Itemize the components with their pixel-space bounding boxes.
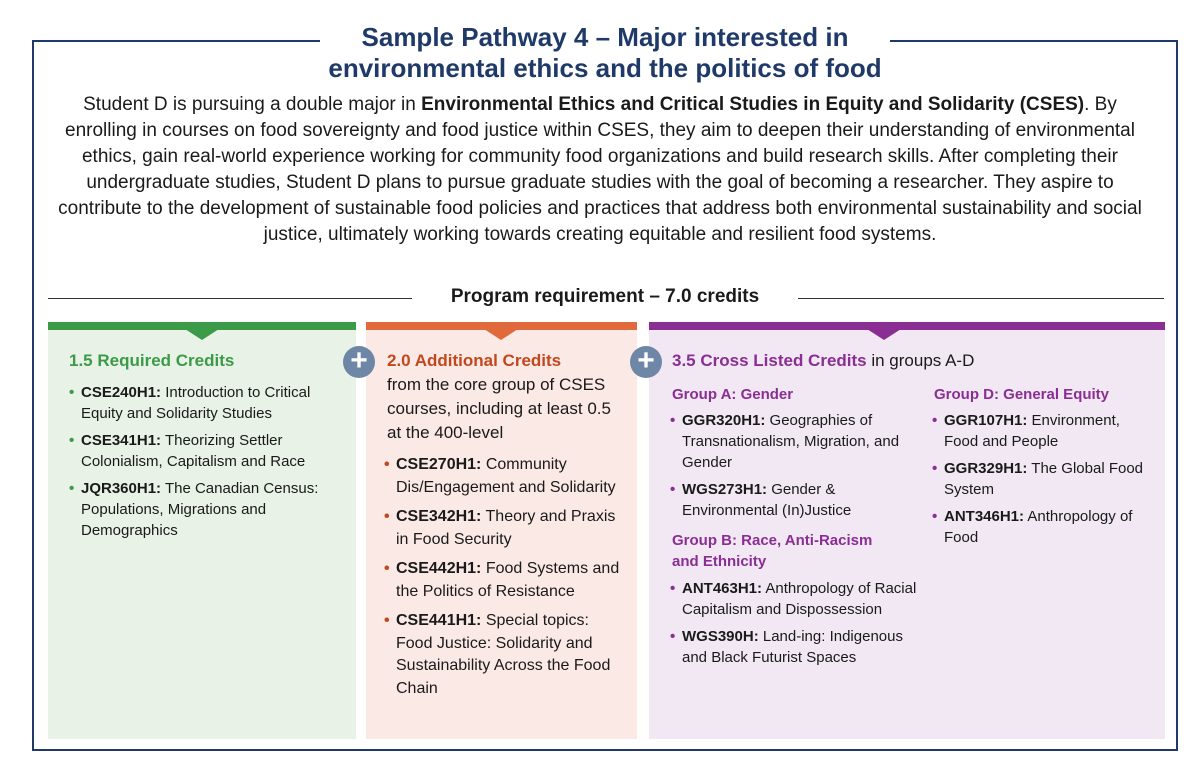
course-name: The Global Food System (944, 460, 1144, 498)
required-panel-notch (185, 329, 219, 340)
additional-course-list (384, 454, 626, 707)
page-title (320, 22, 890, 84)
course-name: Food Systems and the Politics of Resistance (396, 560, 620, 600)
group-d-course-list (932, 410, 1147, 554)
bullet-icon: • (384, 612, 390, 629)
course-name: Anthropology of Food (944, 508, 1133, 546)
bullet-icon: • (384, 508, 390, 525)
bullet-icon: • (670, 628, 676, 645)
bullet-icon: • (384, 560, 390, 577)
bullet-icon: • (932, 412, 938, 429)
course-name: Geographies of Transnationalism, Migration, and Gender (682, 412, 900, 471)
list-item (932, 506, 1147, 548)
plus-icon: + (343, 346, 375, 378)
cross-listed-heading-suffix: in groups A-D (866, 351, 975, 370)
intro-program-name: Environmental Ethics and Critical Studies in Equity and Solidarity (CSES) (421, 94, 1085, 115)
program-requirement-heading: Program requirement – 7.0 credits (412, 284, 798, 310)
bullet-icon: • (670, 481, 676, 498)
course-name: The Canadian Census: Populations, Migrations and Demographics (81, 480, 319, 539)
course-name: Gender & Environmental (In)Justice (682, 481, 852, 519)
course-name: Theory and Praxis in Food Security (396, 508, 616, 548)
course-name: Theorizing Settler Colonialism, Capitalism and Race (81, 432, 306, 470)
cross-listed-heading-label: 3.5 Cross Listed Credits (672, 351, 867, 370)
intro-before: Student D is pursuing a double major in (83, 94, 422, 115)
required-course-list (69, 382, 339, 547)
title-line-1: Sample Pathway 4 – Major interested in (361, 22, 849, 52)
bullet-icon: • (670, 580, 676, 597)
additional-credits-panel (366, 322, 637, 739)
required-credits-panel (48, 322, 356, 739)
group-b-course-list (670, 578, 922, 674)
course-name: Anthropology of Racial Capitalism and Dispossession (682, 580, 917, 618)
course-code: GGR329H1: (944, 460, 1028, 477)
intro-after: . By enrolling in courses on food sovereignty and food justice within CSES, they aim to deepen their understanding of environmental ethics, gain real-world experience working for community food organizations and build research skills. After completing their undergraduate studies, Student D plans to pursue graduate studies with the goal of becoming a researcher. They aspire to contribute to the development of sustainable food policies and practices that address both environmental sustainability and social justice, ultimately working towards creating equitable and resilient food systems. (58, 94, 1142, 245)
course-code: WGS390H: (682, 628, 759, 645)
bullet-icon: • (932, 508, 938, 525)
intro-paragraph (50, 92, 1150, 248)
course-code: CSE441H1: (396, 612, 482, 629)
list-item (932, 458, 1147, 500)
course-code: GGR320H1: (682, 412, 766, 429)
course-code: CSE342H1: (396, 508, 482, 525)
list-item (670, 626, 922, 668)
group-a-course-list (670, 410, 912, 527)
additional-credits-description: from the core group of CSES courses, including at least 0.5 at the 400-level (387, 375, 611, 442)
course-name: Special topics: Food Justice: Solidarity and Sustainability Across the Food Chain (396, 612, 611, 697)
additional-credits-heading: 2.0 Additional Credits (387, 351, 562, 370)
cross-listed-credits-heading (672, 349, 974, 373)
bullet-icon: • (69, 432, 75, 449)
group-d-heading: Group D: General Equity (934, 386, 1110, 403)
list-item (69, 478, 339, 541)
group-b-heading: Group B: Race, Anti-Racism and Ethnicity (672, 532, 873, 570)
course-name: Community Dis/Engagement and Solidarity (396, 456, 616, 496)
bullet-icon: • (384, 456, 390, 473)
course-code: CSE270H1: (396, 456, 482, 473)
course-name: Introduction to Critical Equity and Solidarity Studies (81, 384, 311, 422)
course-code: GGR107H1: (944, 412, 1028, 429)
list-item (384, 610, 626, 700)
course-code: CSE240H1: (81, 384, 162, 401)
list-item (670, 410, 912, 473)
course-code: ANT463H1: (682, 580, 763, 597)
course-code: WGS273H1: (682, 481, 768, 498)
list-item (384, 454, 626, 499)
list-item (69, 430, 339, 472)
list-item (670, 479, 912, 521)
list-item (932, 410, 1147, 452)
cross-listed-panel-notch (867, 329, 901, 340)
plus-icon: + (630, 346, 662, 378)
required-credits-heading: 1.5 Required Credits (69, 351, 235, 370)
course-code: CSE341H1: (81, 432, 162, 449)
list-item (384, 558, 626, 603)
course-name: Environment, Food and People (944, 412, 1120, 450)
cross-listed-credits-panel (649, 322, 1165, 739)
bullet-icon: • (932, 460, 938, 477)
group-a-heading: Group A: Gender (672, 386, 794, 403)
course-code: ANT346H1: (944, 508, 1025, 525)
list-item (69, 382, 339, 424)
course-code: JQR360H1: (81, 480, 162, 497)
course-code: CSE442H1: (396, 560, 482, 577)
list-item (670, 578, 922, 620)
course-name: Land-ing: Indigenous and Black Futurist Spaces (682, 628, 903, 666)
bullet-icon: • (69, 480, 75, 497)
bullet-icon: • (69, 384, 75, 401)
additional-panel-notch (484, 329, 518, 340)
bullet-icon: • (670, 412, 676, 429)
cross-listed-panel-bar (649, 322, 1165, 330)
list-item (384, 506, 626, 551)
title-line-2: environmental ethics and the politics of food (328, 53, 882, 83)
